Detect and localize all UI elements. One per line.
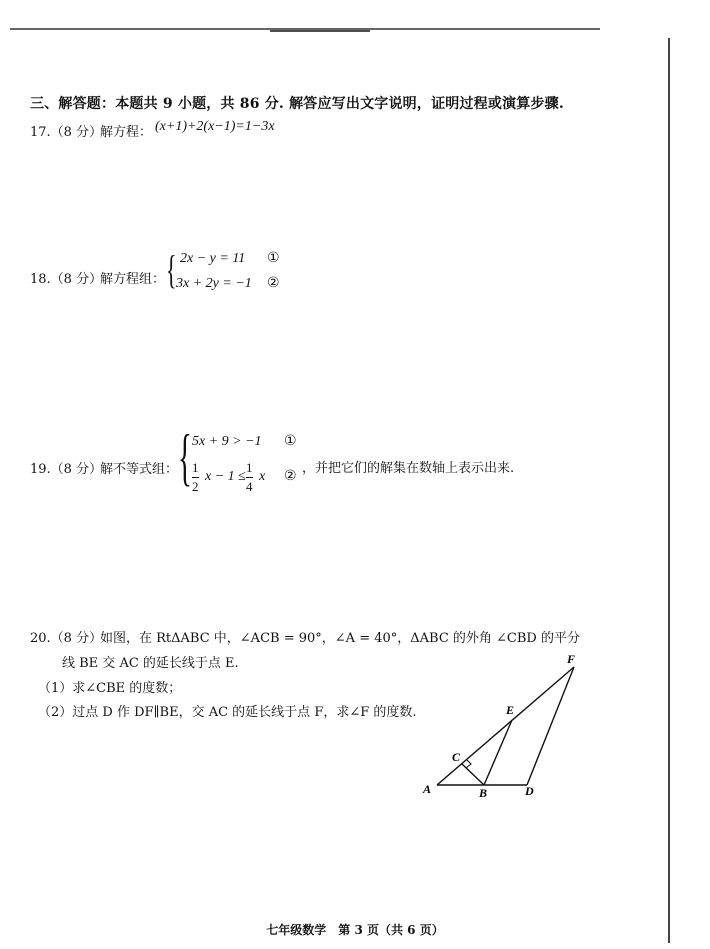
q18-eq1-mark: ① (267, 250, 280, 266)
q19-frac2-den: 4 (246, 479, 253, 494)
label-C: C (452, 750, 461, 764)
label-B: B (479, 786, 488, 800)
q17-equation: (x+1)+2(x−1)=1−3x (155, 119, 275, 134)
label-E: E (506, 703, 515, 717)
q19-ineq2-mark: ② (284, 468, 297, 484)
q17-number: 17.（8 分） (30, 125, 103, 140)
q19-ineq2-tail: x (259, 469, 266, 484)
q20-number: 20.（8 分） (30, 631, 103, 646)
q18-eq2: 3x + 2y = −1 (176, 276, 252, 291)
q18-number: 18.（8 分） (30, 272, 103, 287)
q18-eq2-mark: ② (267, 275, 280, 291)
q19-frac1-num: 1 (192, 460, 199, 475)
section-header: 三、解答题：本题共 9 小题，共 86 分. 解答应写出文字说明，证明过程或演算步骤. (30, 96, 564, 112)
q20-line2: 线 BE 交 AC 的延长线于点 E. (62, 656, 239, 671)
q19-instruction: 解不等式组： (100, 462, 179, 477)
q19-frac2-num: 1 (246, 460, 253, 475)
page-footer: 七年级数学 第 3 页（共 6 页） (266, 923, 444, 937)
label-D: D (525, 784, 534, 798)
q20-line1: 如图，在 RtΔABC 中，∠ACB = 90°，∠A = 40°，ΔABC 的外角 ∠CBD 的平分 (100, 631, 580, 646)
q19-ineq2-mid: x − 1 ≤ (205, 469, 246, 484)
q18-brace: { (166, 247, 177, 292)
segment-BE (484, 720, 512, 785)
segment-DF (527, 667, 574, 785)
q19-brace: { (178, 421, 192, 492)
segment-BC (462, 764, 484, 785)
q20-part2: （2）过点 D 作 DF∥BE，交 AC 的延长线于点 F，求∠F 的度数. (38, 705, 417, 720)
label-A: A (423, 782, 432, 796)
q18-eq1: 2x − y = 11 (180, 251, 246, 266)
q17-instruction: 解方程： (100, 125, 153, 140)
q19-frac1-den: 2 (192, 479, 199, 494)
q18-instruction: 解方程组： (100, 272, 166, 287)
line-AF (437, 667, 574, 785)
q19-suffix: ，并把它们的解集在数轴上表示出来. (302, 461, 515, 476)
q19-number: 19.（8 分） (30, 462, 103, 477)
q19-ineq1: 5x + 9 > −1 (192, 434, 262, 449)
q19-ineq1-mark: ① (284, 433, 297, 449)
q20-part1: （1）求∠CBE 的度数； (38, 681, 182, 696)
right-angle-mark (466, 760, 471, 768)
label-F: F (567, 652, 576, 666)
